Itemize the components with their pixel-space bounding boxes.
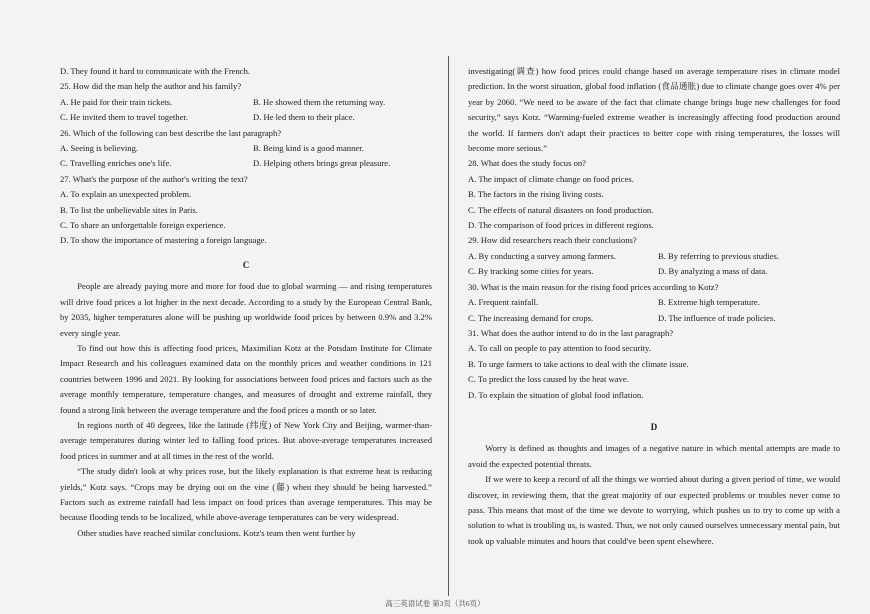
- q29-stem: 29. How did researchers reach their conclusions?: [468, 235, 637, 246]
- q27-stem: 27. What's the purpose of the author's writing the text?: [60, 173, 248, 184]
- q25-option-d: D. He led them to their place.: [253, 112, 355, 123]
- right-column: [468, 64, 840, 549]
- q28-option-c: C. The effects of natural disasters on food production.: [468, 204, 654, 215]
- q29-options-row2: [468, 264, 840, 279]
- q31-option-c: C. To predict the loss caused by the heat wave.: [468, 374, 629, 385]
- q30-option-b: B. Extreme high temperature.: [658, 297, 760, 308]
- q29-options-row1: [468, 249, 840, 264]
- q26-option-b: B. Being kind is a good manner.: [253, 143, 364, 154]
- q31-stem: 31. What does the author intend to do in the last paragraph?: [468, 327, 674, 338]
- passage-c-paragraph: To find out how this is affecting food prices, Maximilian Kotz at the Potsdam Institute for Climate Impact Research and his colleagues examined data on the monthly prices and weather conditions in 121 countries between 1996 and 2021. By looking for associations between food prices and factors such as the average monthly temperature, temperature changes, and measures of drought and extreme rainfall, they found a strong link between the average temperature and the food prices a month or so later.: [60, 342, 432, 415]
- passage-c-paragraph-continued: investigating(调查) how food prices could change based on average temperature rises in climate model prediction. In the worst situation, global food inflation (食品通胀) due to climate change goes over 4% per year by 2060. “We need to be aware of the fact that climate change brings huge new challenges for food security,” says Kotz. “Warming-fueled extreme weather is increasingly affecting food production around the world. If farmers don't adapt their practices to better cope with rising temperatures, the losses will become more serious.”: [468, 66, 840, 154]
- q30-options-row2: [468, 311, 840, 326]
- q30-option-a: A. Frequent rainfall.: [468, 297, 539, 308]
- q25-stem: 25. How did the man help the author and his family?: [60, 81, 242, 92]
- q25-options-row1: [60, 95, 432, 110]
- column-divider: [448, 56, 449, 596]
- q29-option-c: C. By tracking some cities for years.: [468, 266, 594, 277]
- passage-c-paragraph: People are already paying more and more for food due to global warming — and rising temperatures will drive food prices a lot higher in the next decade. According to a study by the European Central Bank, by 2035, higher temperatures alone will be pushing up worldwide food prices by between 0.9% and 3.2% every single year.: [60, 281, 432, 338]
- passage-c-paragraph: In regions north of 40 degrees, like the latitude (纬度) of New York City and Beijing, warmer-than-average temperatures during winter led to falling food prices. But above-average temperatures increased food prices in summer and at all times in the rest of the world.: [60, 419, 432, 461]
- q27-option-a: A. To explain an unexpected problem.: [60, 189, 192, 200]
- q26-stem: 26. Which of the following can best describe the last paragraph?: [60, 127, 282, 138]
- q30-option-d: D. The influence of trade policies.: [658, 312, 776, 323]
- passage-d-paragraph: Worry is defined as thoughts and images of a negative nature in which mental attempts are made to avoid the expected potential threats.: [468, 443, 840, 469]
- q27-option-c: C. To share an unforgettable foreign experience.: [60, 220, 226, 231]
- q29-option-a: A. By conducting a survey among farmers.: [468, 250, 616, 261]
- q28-stem: 28. What does the study focus on?: [468, 158, 586, 169]
- section-heading-d: D: [650, 421, 658, 432]
- q29-option-b: B. By referring to previous studies.: [658, 250, 780, 261]
- q28-option-d: D. The comparison of food prices in different regions.: [468, 220, 654, 231]
- q30-stem: 30. What is the main reason for the rising food prices according to Kotz?: [468, 281, 719, 292]
- q26-options-row2: [60, 156, 432, 171]
- left-column: [60, 64, 432, 541]
- q25-option-c: C. He invited them to travel together.: [60, 112, 188, 123]
- q26-option-d: D. Helping others brings great pleasure.: [253, 158, 391, 169]
- q25-options-row2: [60, 110, 432, 125]
- q31-option-a: A. To call on people to pay attention to food security.: [468, 343, 651, 354]
- q28-option-b: B. The factors in the rising living costs.: [468, 189, 604, 200]
- q27-option-b: B. To list the unbelievable sites in Paris.: [60, 204, 198, 215]
- q25-option-b: B. He showed them the returning way.: [253, 96, 386, 107]
- passage-c-paragraph: “The study didn't look at why prices rose, but the likely explanation is that extreme heat is reducing yields,” Kotz says. “Crops may be drying out on the vine (藤) when they should be being harvested.” Factors such as extreme rainfall had less impact on food prices than average temperatures. This may be because flooding tends to be localized, while above-average temperatures can be very widespread.: [60, 466, 432, 523]
- q24-option-d: D. They found it hard to communicate with the French.: [60, 66, 251, 76]
- q26-option-c: C. Travelling enriches one's life.: [60, 158, 172, 169]
- q31-option-b: B. To urge farmers to take actions to deal with the climate issue.: [468, 358, 689, 369]
- q26-options-row1: [60, 141, 432, 156]
- passage-c-paragraph: Other studies have reached similar conclusions. Kotz's team then went further by: [77, 527, 356, 538]
- q30-options-row1: [468, 295, 840, 310]
- section-heading-c: C: [242, 259, 250, 270]
- passage-d-paragraph: If we were to keep a record of all the things we worried about during a given period of time, we would discover, in reviewing them, that the great majority of our expected problems or troubles never come to pass. This means that most of the time we devote to worrying, which pushes us to try to come up with a solution to what is troubling us, is wasted. Thus, we not only caused ourselves unnecessary mental pain, but took up valuable minutes and hours that could've been spent elsewhere.: [468, 474, 840, 546]
- q30-option-c: C. The increasing demand for crops.: [468, 312, 594, 323]
- q31-option-d: D. To explain the situation of global food inflation.: [468, 389, 644, 400]
- q29-option-d: D. By analyzing a mass of data.: [658, 266, 768, 277]
- q25-option-a: A. He paid for their train tickets.: [60, 96, 173, 107]
- page-footer: 高三英语试卷 第3页（共6页）: [385, 599, 485, 608]
- q26-option-a: A. Seeing is believing.: [60, 143, 139, 154]
- q28-option-a: A. The impact of climate change on food prices.: [468, 173, 634, 184]
- q27-option-d: D. To show the importance of mastering a foreign language.: [60, 235, 267, 246]
